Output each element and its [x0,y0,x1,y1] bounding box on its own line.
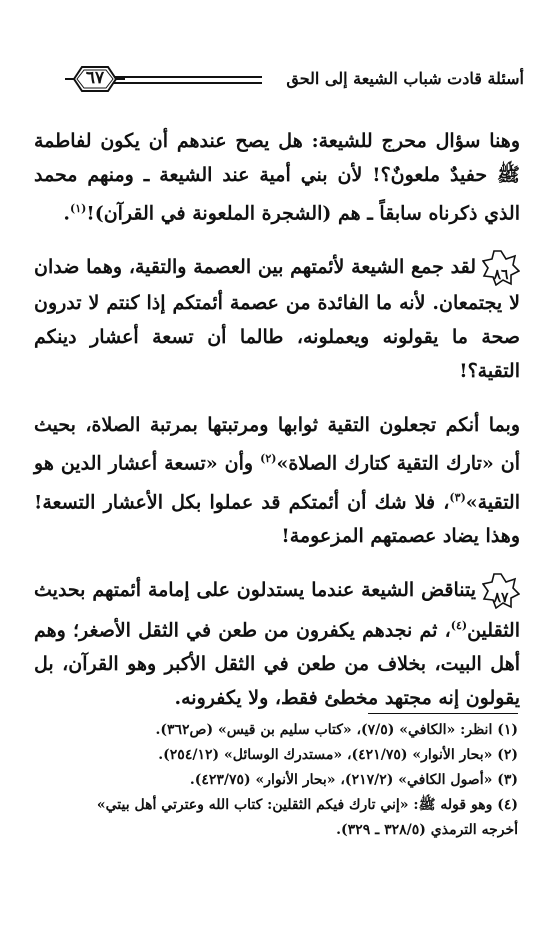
footnote-4-continued: أخرجه الترمذي (٣٢٨/٥ ـ ٣٢٩). [336,822,518,838]
paragraph-3-part2: وأن «تسعة أعشار الدين هو التقية» [34,452,520,513]
question-87-part1: يتناقض الشيعة عندما يستدلون على إمامة أئمتهم بحديث الثقلين [34,578,520,642]
question-86-text: لقد جمع الشيعة لأئمتهم بين العصمة والتقية، وهما ضدان لا يجتمعان. لأنه ما الفائدة من عصمة أئمتكم إذا كنتم لا تدرون صحة ما يقولونه ويعملونه، طالما أن تسعة أعشار دينكم التقية؟! [34,256,520,383]
running-title: أسئلة قادت شباب الشيعة إلى الحق [286,69,524,88]
footnote-1: (١) انظر: «الكافي» (٧/٥)، «كتاب سليم بن قيس» (ص٣٦٢). [155,722,518,738]
main-text [34,124,520,715]
question-number: ٨٧ [493,589,509,606]
footnote-separator [368,713,518,714]
paragraph-1-tail: . [63,202,70,225]
footnote-2: (٢) «بحار الأنوار» (٤٢١/٧٥)، «مستدرك الوسائل» (٢٥٤/١٢). [158,747,518,763]
paragraph-1 [34,124,520,230]
paragraph-3-part3: ، فلا شك أن أئمتكم قد عملوا بكل الأعشار التسعة! وهذا يضاد عصمتهم المزعومة! [34,490,520,547]
footnote-ref-3[interactable]: (٣) [449,490,466,504]
paragraph-3 [34,408,520,553]
footnote-ref-1[interactable]: (١) [70,202,87,215]
question-number-badge [482,573,520,609]
footnote-3: (٣) «أصول الكافي» (٢١٧/٢)، «بحار الأنوار» (٤٢٣/٧٥). [189,772,518,788]
paragraph-1-text: وهنا سؤال محرج للشيعة: هل يصح عندهم أن يكون لفاطمة ﷺ حفيدٌ ملعونٌ؟! لأن بني أمية عند الشيعة ـ ومنهم محمد الذي ذكرناه سابقاً ـ هم (الشجرة الملعونة في القرآن)! [34,130,520,225]
footnote-ref-4[interactable]: (٤) [450,618,468,632]
header-rule-top [114,76,262,78]
footnotes [32,718,518,843]
page-number: ٦٧ [85,68,105,88]
paragraph-3-part1: وبما أنكم تجعلون التقية ثوابها ومرتبتها بمرتبة الصلاة، بحيث أن «تارك التقية كتارك الصلاة» [34,414,520,475]
question-87-part2: ، ثم نجدهم يكفرون من طعن في الثقل الأصغر؛ وهم أهل البيت، بخلاف من طعن في الثقل الأكبر وهو القرآن، بل يقولون إنه مجتهد مخطئ فقط، ولا يكفرونه. [34,619,520,710]
page-header [38,62,524,104]
question-87 [34,573,520,715]
footnote-ref-2[interactable]: (٢) [260,452,277,466]
question-number-badge [482,250,520,286]
question-86 [34,250,520,388]
header-rule-bottom [114,82,262,84]
page-number-ornament [64,62,126,96]
footnote-4: (٤) وهو قوله ﷺ: «إني تارك فيكم الثقلين: كتاب الله وعترتي أهل بيتي» [96,797,518,813]
question-number: ٨٦ [493,267,509,284]
